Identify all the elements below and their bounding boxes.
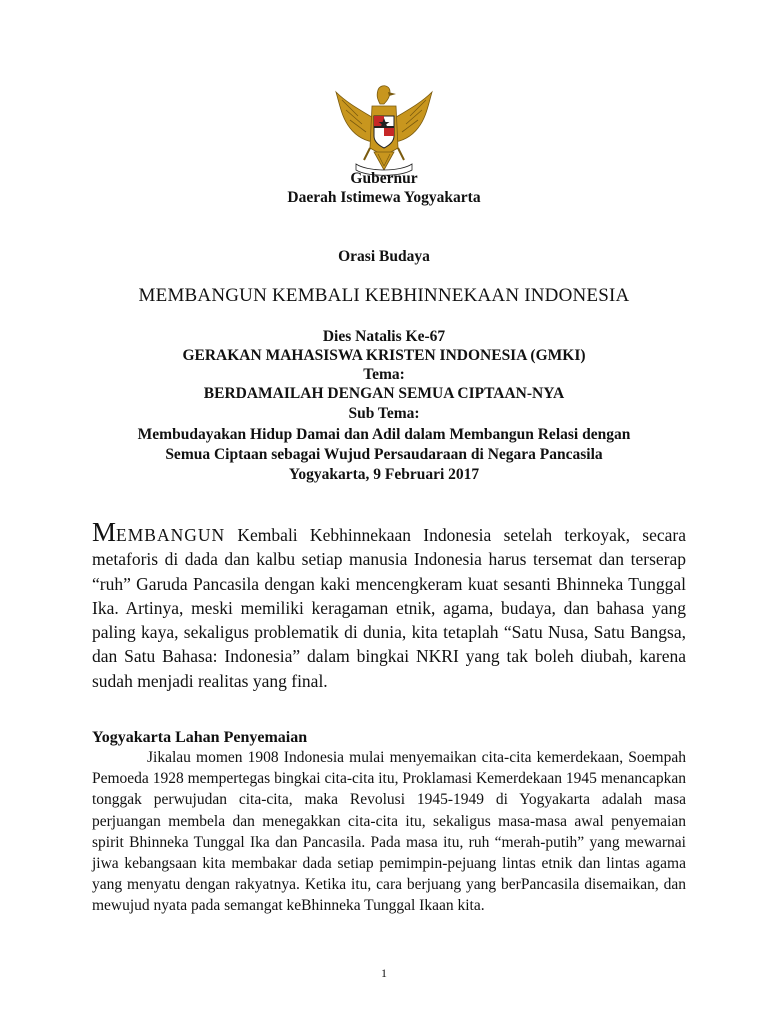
event-type: Orasi Budaya: [338, 248, 430, 265]
lead-first-letter: M: [92, 517, 117, 547]
subtheme-line-1: Membudayakan Hidup Damai dan Adil dalam Membangun Relasi dengan: [137, 426, 631, 443]
dies-natalis: Dies Natalis Ke-67: [322, 328, 446, 345]
document-title: MEMBANGUN KEMBALI KEBHINNEKAAN INDONESIA: [138, 285, 630, 306]
theme-text: BERDAMAILAH DENGAN SEMUA CIPTAAN-NYA: [203, 385, 565, 402]
page-number: 1: [381, 966, 387, 980]
region-name: Daerah Istimewa Yogyakarta: [287, 189, 481, 206]
section-heading: Yogyakarta Lahan Penyemaian: [92, 729, 308, 746]
garuda-emblem-icon: [328, 82, 440, 178]
lead-text: Kembali Kebhinnekaan Indonesia setelah terkoyak, secara metaforis di dada dan kalbu setiap manusia Indonesia harus tersemat dan terserap “ruh” Garuda Pancasila dengan kaki mencengkeram kuat sesanti Bhinneka Tunggal Ika. Artinya, meski memiliki keragaman etnik, agama, budaya, dan bahasa yang paling kaya, sekaligus problematik di dunia, kita tetaplah “Satu Nusa, Satu Bangsa, dan Satu Bahasa: Indonesia” dalam bingkai NKRI yang tak boleh diubah, karena sudah menjadi realitas yang final.: [92, 525, 686, 691]
place-date: Yogyakarta, 9 Februari 2017: [288, 466, 480, 483]
section-paragraph: Jikalau momen 1908 Indonesia mulai menyemaikan cita-cita kemerdekaan, Soempah Pemoeda 1928 mempertegas bingkai cita-cita itu, Proklamasi Kemerdekaan 1945 menancapkan tonggak perwujudan cita-cita, maka Revolusi 1945-1949 di Yogyakarta adalah masa perjuangan membela dan menegakkan cita-cita itu, sekaligus masa-masa awal penyemaian spirit Bhinneka Tunggal Ika dan Pancasila. Pada masa itu, ruh “merah-putih” yang mewarnai jiwa kebangsaan kita membakar dada setiap pemimpin-pejuang lintas etnik dan lintas agama yang menyatu dengan rakyatnya. Ketika itu, cara berjuang yang berPancasila disemaikan, dan mewujud nyata pada semangat keBhinneka Tunggal Ikaan kita.: [92, 749, 686, 915]
theme-label: Tema:: [363, 366, 405, 383]
subtheme-line-2: Semua Ciptaan sebagai Wujud Persaudaraan di Negara Pancasila: [165, 446, 603, 463]
office-title: Gubernur: [350, 170, 418, 187]
lead-first-word-rest: EMBANGUN: [116, 525, 226, 545]
organization-name: GERAKAN MAHASISWA KRISTEN INDONESIA (GMKI): [182, 347, 586, 364]
subtheme-label: Sub Tema:: [348, 405, 420, 422]
lead-paragraph: [92, 517, 686, 693]
